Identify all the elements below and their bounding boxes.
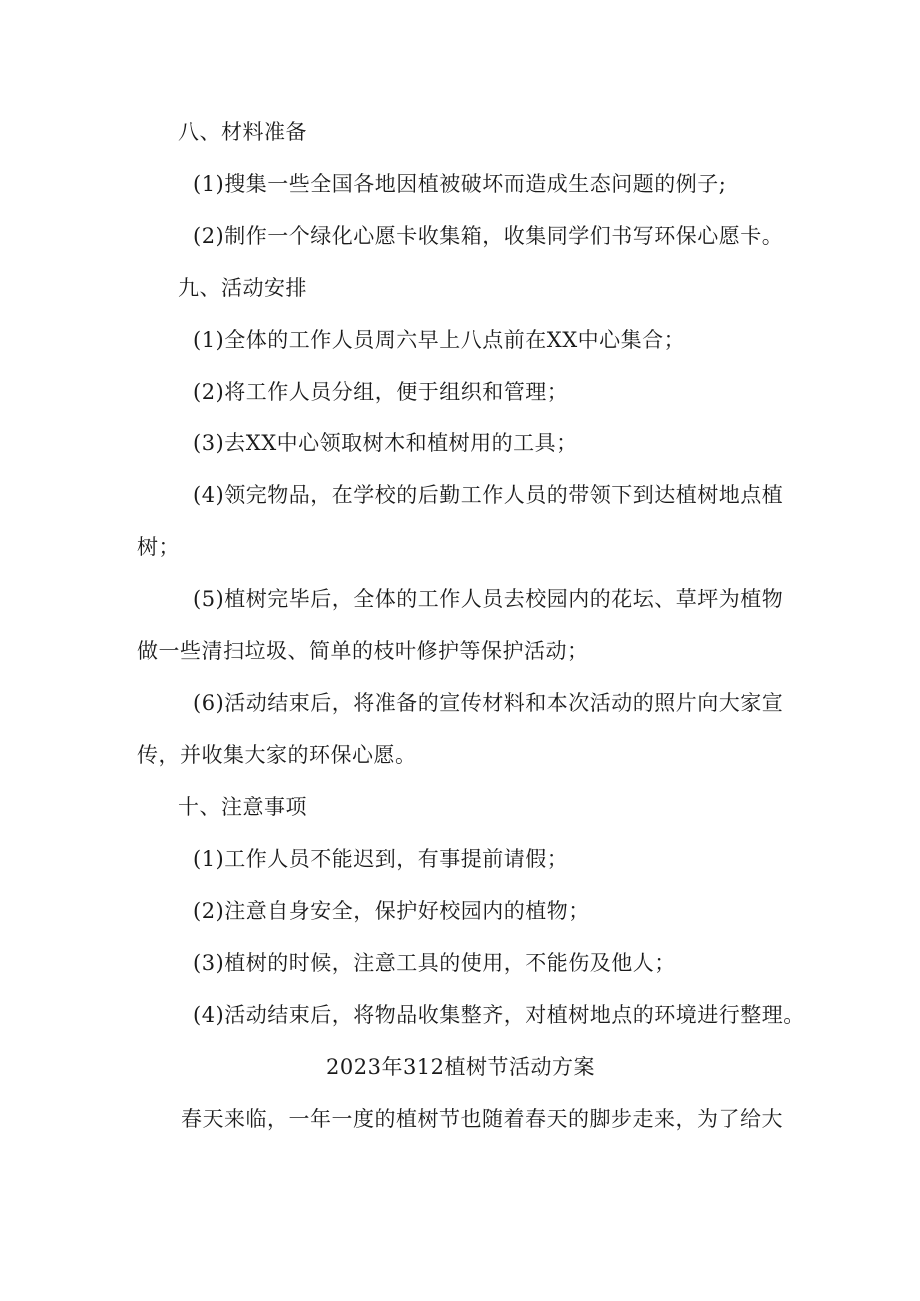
section-8-item-1: (1)搜集一些全国各地因植被破坏而造成生态问题的例子; xyxy=(193,172,727,196)
section-9-item-6-line-2: 传，并收集大家的环保心愿。 xyxy=(137,743,417,767)
next-document-title: 2023年312植树节活动方案 xyxy=(326,1055,596,1079)
next-document-intro: 春天来临，一年一度的植树节也随着春天的脚步走来，为了给大 xyxy=(181,1107,783,1131)
section-9-item-1: (1)全体的工作人员周六早上八点前在XX中心集合； xyxy=(193,328,686,352)
section-9-item-6-line-1: (6)活动结束后，将准备的宣传材料和本次活动的照片向大家宣 xyxy=(193,691,784,715)
section-9-item-3: (3)去XX中心领取树木和植树用的工具； xyxy=(193,431,578,455)
section-10-item-3: (3)植树的时候，注意工具的使用，不能伤及他人； xyxy=(193,951,676,975)
section-9-heading: 九、活动安排 xyxy=(178,276,307,300)
section-10-heading: 十、注意事项 xyxy=(178,795,307,819)
section-9-item-2: (2)将工作人员分组，便于组织和管理； xyxy=(193,380,569,404)
section-10-item-4: (4)活动结束后，将物品收集整齐，对植树地点的环境进行整理。 xyxy=(193,1003,805,1027)
section-9-item-4-line-2: 树； xyxy=(137,535,180,559)
section-10-item-2: (2)注意自身安全，保护好校园内的植物； xyxy=(193,899,590,923)
section-9-item-5-line-2: 做一些清扫垃圾、简单的枝叶修护等保护活动； xyxy=(137,639,589,663)
section-10-item-1: (1)工作人员不能迟到，有事提前请假； xyxy=(193,847,569,871)
section-9-item-5-line-1: (5)植树完毕后，全体的工作人员去校园内的花坛、草坪为植物 xyxy=(193,587,784,611)
section-8-item-2: (2)制作一个绿化心愿卡收集箱，收集同学们书写环保心愿卡。 xyxy=(193,224,784,248)
section-8-heading: 八、材料准备 xyxy=(178,120,307,144)
section-9-item-4-line-1: (4)领完物品，在学校的后勤工作人员的带领下到达植树地点植 xyxy=(193,483,784,507)
